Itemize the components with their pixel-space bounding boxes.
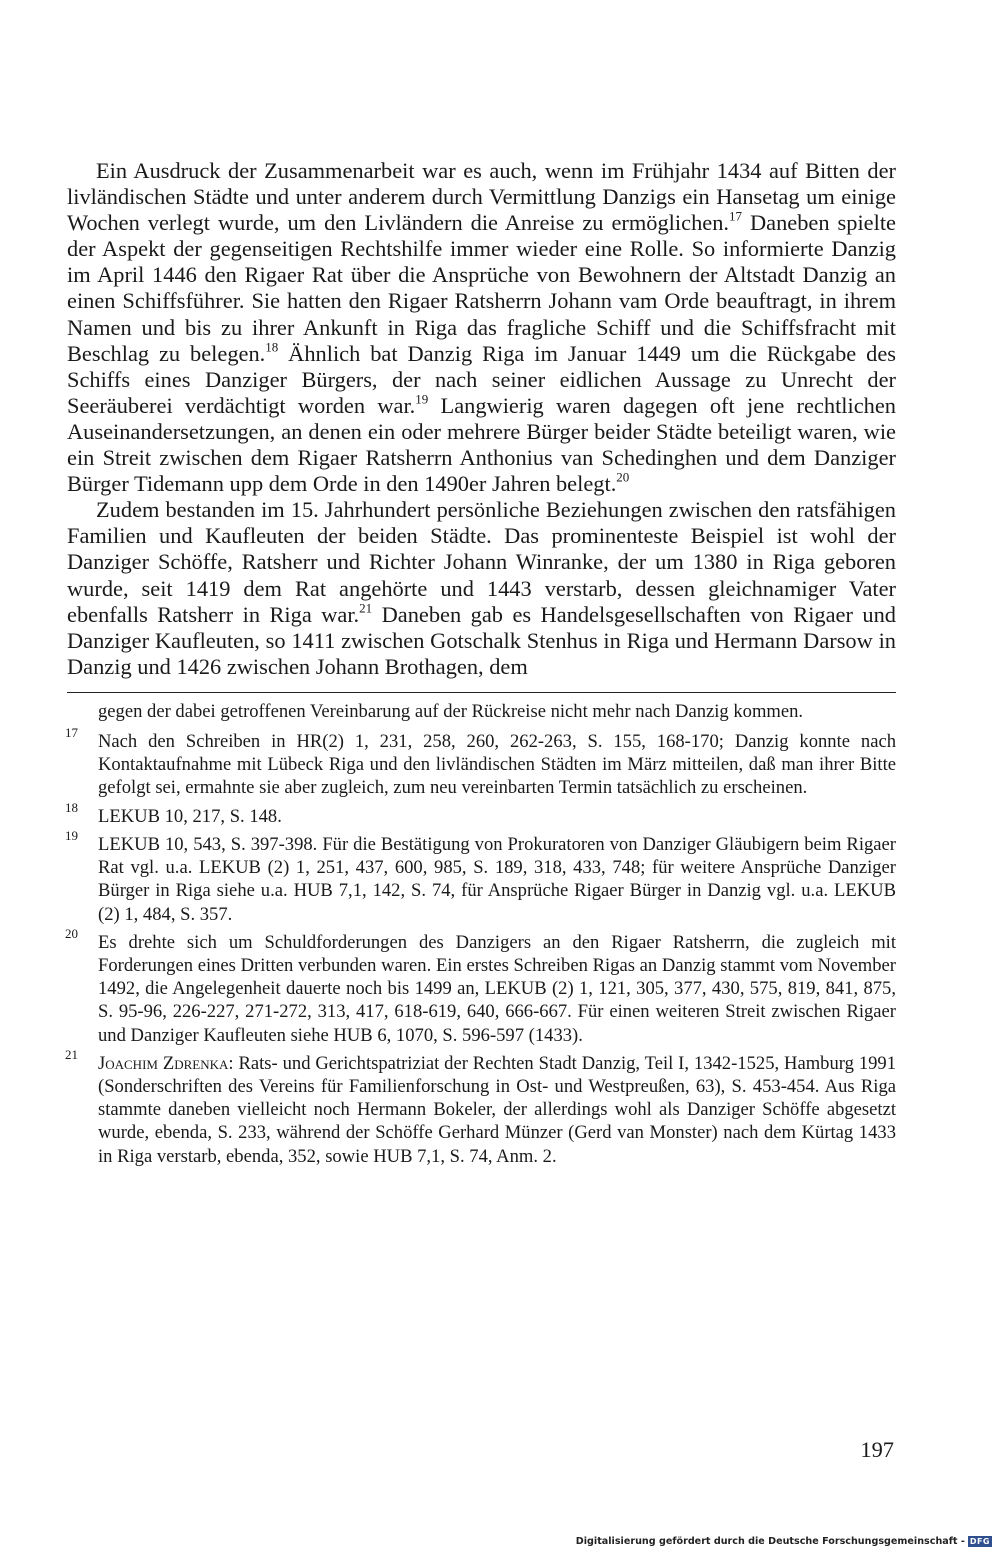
text-run: LEKUB 10, 217, S. 148.: [98, 805, 282, 827]
text-run: Langwierig waren dagegen oft jene rechtlichen Auseinandersetzungen, an denen ein oder mehrere Bürger beider Städte beteiligt waren, wie ein Streit zwischen dem Rigaer Ratsherrn Anthonius van Schedinghen und dem Danziger Bürger Tidemann upp dem Orde in den 1490er Jahren belegt.: [67, 392, 896, 497]
footnote-number: 21: [65, 1046, 78, 1062]
page-content: [67, 158, 896, 1173]
footnote-20: [65, 925, 896, 1047]
paragraph-1: [67, 158, 896, 497]
page-number: 197: [860, 1437, 894, 1462]
footnote-number: 20: [65, 925, 78, 941]
footnote-18: [65, 799, 896, 828]
author-name: Joachim Zdrenka: [98, 1052, 229, 1074]
footnote-ref: 17: [729, 208, 742, 224]
text-run: Nach den Schreiben in HR(2) 1, 231, 258, 260, 262-263, S. 155, 168-170; Danzig konnte nach Kontaktaufnahme mit Lübeck Riga und den livländischen Städten im März mitteilen, daß man ihrer Bitte gefolgt sei, ermahnte sie aber zugleich, zum neu vereinbarten Termin tatsächlich zu erscheinen.: [98, 731, 896, 799]
text-run: gegen der dabei getroffenen Vereinbarung auf der Rückreise nicht mehr nach Danzig kommen.: [98, 700, 804, 722]
dfg-logo: DFG: [969, 1537, 990, 1546]
footnote-ref: 21: [359, 599, 373, 615]
footnote-17: [65, 725, 896, 800]
footnote-ref: 18: [265, 338, 279, 354]
text-run: Es drehte sich um Schuldforderungen des Danzigers an den Rigaer Ratsherrn, die zugleich mit Forderungen eines Dritten verbunden waren. Ein erstes Schreiben Rigas an Danzig stammt vom November 1492, die Angelegenheit dauerte noch bis 1499 an, LEKUB (2) 1, 121, 305, 377, 430, 575, 819, 841, 875, S. 95-96, 226-227, 271-272, 313, 417, 618-619, 640, 666-667. Für einen weiteren Streit zwischen Rigaer und Danziger Kaufleuten siehe HUB 6, 1070, S. 596-597 (1433).: [98, 931, 896, 1046]
footnote-continuation: [67, 700, 896, 723]
text-run: Daneben gab es Handelsgesellschaften von Rigaer und Danziger Kaufleuten, so 1411 zwischen Gotschalk Stenhus in Riga und Hermann Darsow in Danzig und 1426 zwischen Johann Brothagen, dem: [67, 601, 896, 679]
text-run: LEKUB 10, 543, S. 397-398. Für die Bestätigung von Prokuratoren von Danziger Gläubigern beim Rigaer Rat vgl. u.a. LEKUB (2) 1, 251, 437, 600, 985, S. 189, 318, 433, 748; für weitere Ansprüche Danziger Bürger in Riga siehe u.a. HUB 7,1, 142, S. 74, für Ansprüche Rigaer Bürger in Danzig vgl. u.a. LEKUB (2) 1, 484, S. 357.: [98, 833, 896, 925]
paragraph-2: [67, 497, 896, 680]
footnote-number: 18: [65, 799, 78, 815]
footnote-number: 17: [65, 725, 78, 741]
text-run: : Rats- und Gerichtspatriziat der Rechten Stadt Danzig, Teil I, 1342-1525, Hamburg 1991 (Sonderschriften des Vereins für Familienforschung in Ost- und Westpreußen, 63), S. 453-454. Aus Riga stammte daneben vielleicht noch Hermann Bokeler, der allerdings wohl als Danziger Schöffe abgesetzt wurde, ebenda, S. 233, während der Schöffe Gerhard Münzer (Gerd van Monster) nach dem Kürtag 1433 in Riga verstarb, ebenda, 352, sowie HUB 7,1, S. 74, Anm. 2.: [98, 1052, 897, 1167]
footnote-21: [65, 1046, 897, 1168]
text-run: Zudem bestanden im 15. Jahrhundert persönliche Beziehungen zwischen den ratsfähigen Familien und Kaufleuten der beiden Städte. Das prominenteste Beispiel ist wohl der Danziger Schöffe, Ratsherr und Richter Johann Winranke, der um 1380 in Riga geboren wurde, seit 1419 dem Rat angehörte und 1443 verstarb, dessen gleichnamiger Vater ebenfalls Ratsherr in Riga war.: [67, 497, 896, 627]
footnote-ref: 20: [616, 469, 630, 485]
footnote-ref: 19: [415, 391, 429, 407]
body-text: [67, 158, 896, 680]
text-run: Daneben spielte der Aspekt der gegenseitigen Rechtshilfe immer wieder eine Rolle. So informierte Danzig im April 1446 den Rigaer Rat über die Ansprüche von Bewohnern der Altstadt Danzig an einen Schiffsführer. Sie hatten den Rigaer Ratsherrn Johann vam Orde beauftragt, in ihrem Namen und bis zu ihrer Ankunft in Riga das fragliche Schiff und die Schiffsfracht mit Beschlag zu belegen.: [67, 210, 896, 366]
footnote-number: 19: [65, 827, 78, 843]
digitization-credit-text: Digitalisierung gefördert durch die Deutsche Forschungsgemeinschaft -: [575, 1536, 965, 1547]
footnote-divider: [67, 692, 896, 693]
digitization-credit: [576, 1536, 992, 1547]
text-run: Ein Ausdruck der Zusammenarbeit war es auch, wenn im Frühjahr 1434 auf Bitten der livländischen Städte und unter anderem durch Vermittlung Danzigs ein Hansetag um einige Wochen verlegt wurde, um den Livländern die Anreise zu ermöglichen.: [67, 158, 896, 236]
text-run: Ähnlich bat Danzig Riga im Januar 1449 um die Rückgabe des Schiffs eines Danziger Bürgers, der nach seiner eidlichen Aussage zu Unrecht der Seeräuberei verdächtigt worden war.: [67, 340, 896, 418]
footnote-19: [65, 827, 896, 926]
footnotes: [67, 700, 896, 1168]
